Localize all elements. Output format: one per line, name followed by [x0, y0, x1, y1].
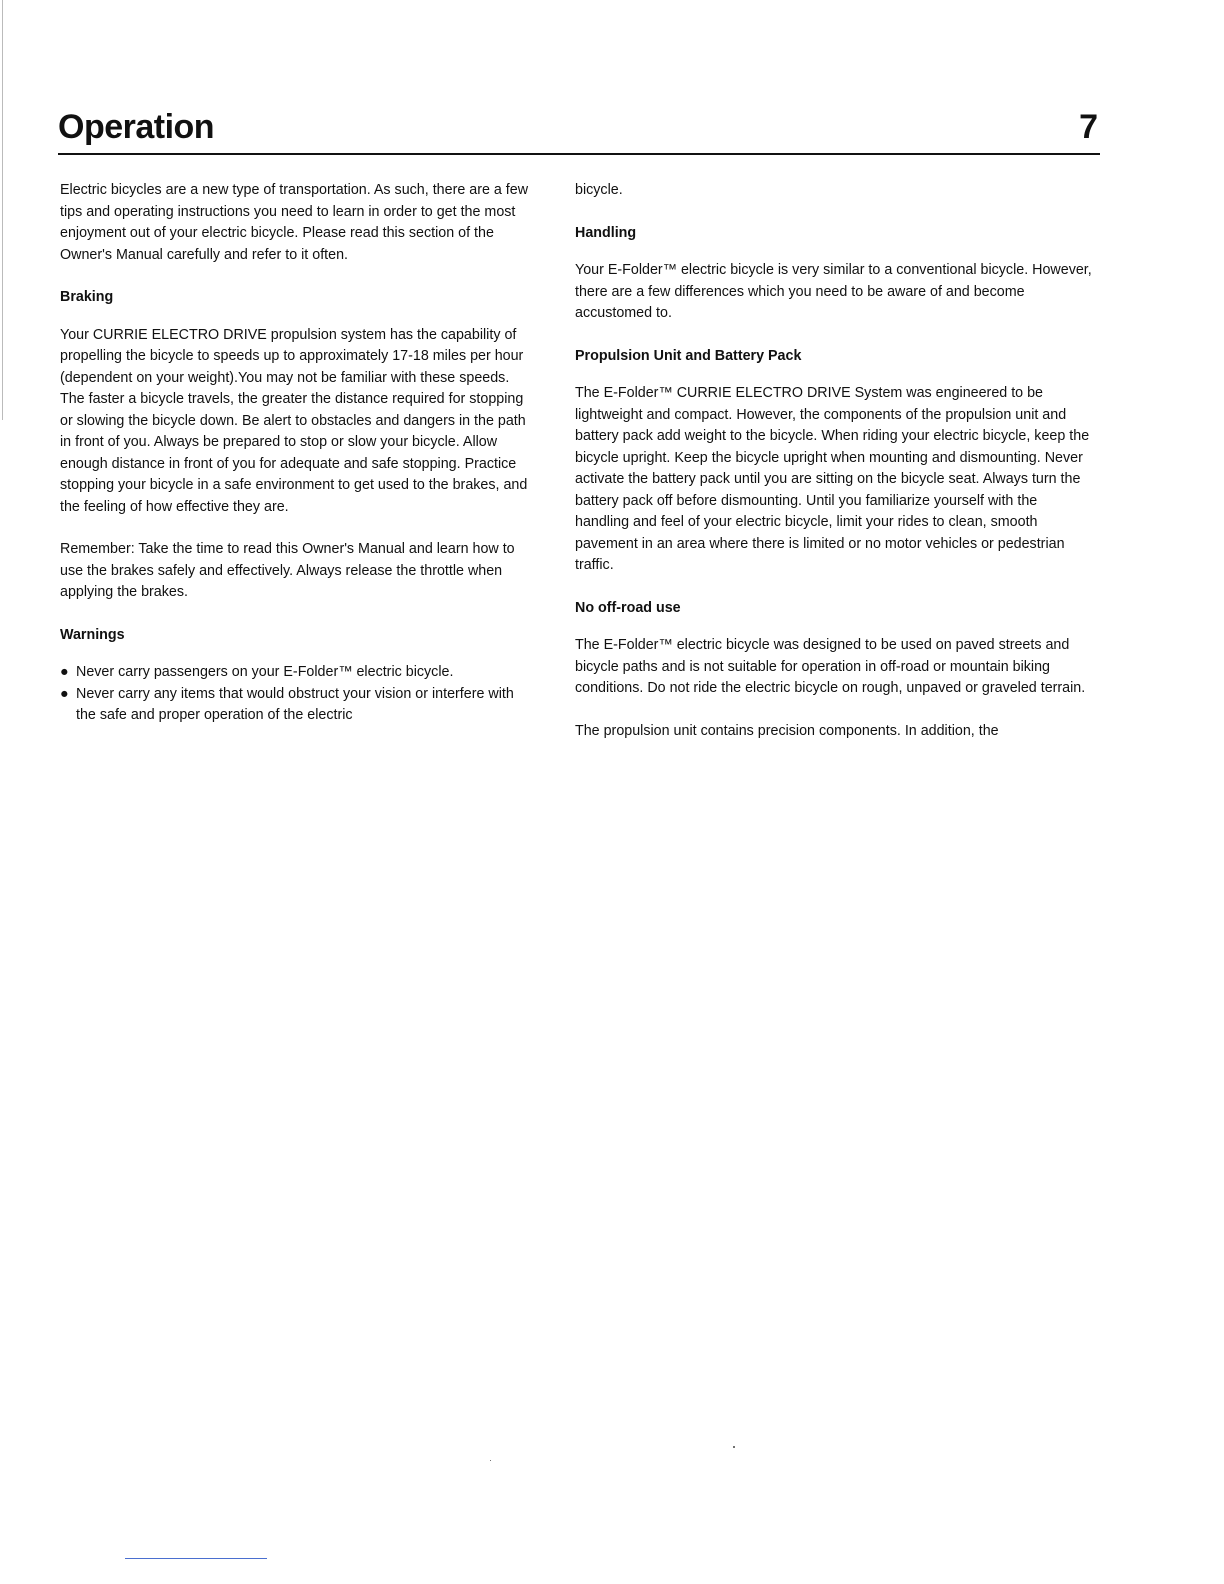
handling-heading: Handling: [575, 224, 637, 241]
offroad-heading: No off-road use: [575, 599, 681, 616]
warning-text: Never carry any items that would obstruct your vision or interfere with the safe and proper operation of the electric: [76, 685, 514, 723]
braking-heading: Braking: [60, 289, 114, 305]
propulsion-heading: Propulsion Unit and Battery Pack: [575, 347, 802, 364]
list-item: [60, 662, 530, 684]
page-number: 7: [1079, 108, 1098, 146]
intro-paragraph: Electric bicycles are a new type of transportation. As such, there are a few tips and operating instructions you need to learn in order to get the most enjoyment out of your electric bicycle. Please read this section of the Owner's Manual carefully and refer to it often.: [60, 182, 529, 263]
bullet-icon: ●: [60, 685, 69, 702]
scan-speck: [490, 1460, 491, 1461]
scan-speck: [733, 1446, 735, 1448]
bullet-icon: ●: [60, 664, 69, 680]
continuation-text: bicycle.: [575, 182, 623, 198]
header-rule: [58, 153, 1100, 155]
offroad-paragraph: The E-Folder™ electric bicycle was designed to be used on paved streets and bicycle paths and is not suitable for operation in off-road or mountain biking conditions. Do not ride the electric bicycle on rough, unpaved or graveled terrain.: [575, 637, 1086, 696]
left-column: [60, 180, 530, 727]
propulsion-paragraph: The E-Folder™ CURRIE ELECTRO DRIVE System was engineered to be lightweight and compact. However, the components of the propulsion unit and battery pack add weight to the bicycle. When riding your electric bicycle, keep the bicycle upright. Keep the bicycle upright when mounting and dismounting. Never activate the battery pack until you are sitting on the bicycle seat. Always turn the battery pack off before dismounting. Until you familiarize yourself with the handling and feel of your electric bicycle, limit your rides to clean, smooth pavement in an area where there is limited or no motor vehicles or pedestrian traffic.: [575, 385, 1090, 573]
page-title: Operation: [58, 108, 215, 146]
remember-paragraph: Remember: Take the time to read this Owner's Manual and learn how to use the brakes safely and effectively. Always release the throttle when applying the brakes.: [60, 541, 515, 600]
warnings-list: [60, 662, 530, 727]
list-item: [60, 684, 530, 727]
final-paragraph: The propulsion unit contains precision components. In addition, the: [575, 722, 999, 739]
scan-edge-line: [2, 0, 3, 420]
right-column: [575, 180, 1095, 763]
page-header: [58, 108, 1098, 158]
warning-text: Never carry passengers on your E-Folder™ electric bicycle.: [76, 664, 454, 680]
braking-paragraph: Your CURRIE ELECTRO DRIVE propulsion system has the capability of propelling the bicycle to speeds up to approximately 17-18 miles per hour (dependent on your weight).You may not be familiar with these speeds. The faster a bicycle travels, the greater the distance required for stopping or slowing the bicycle down. Be alert to obstacles and dangers in the path in front of you. Always be prepared to stop or slow your bicycle. Allow enough distance in front of you for adequate and safe stopping. Practice stopping your bicycle in a safe environment to get used to the brakes, and the feeling of how effective they are.: [60, 326, 528, 515]
scan-bottom-line: [125, 1558, 267, 1559]
warnings-heading: Warnings: [60, 626, 125, 643]
handling-paragraph: Your E-Folder™ electric bicycle is very similar to a conventional bicycle. However, there are a few differences which you need to be aware of and become accustomed to.: [575, 262, 1092, 321]
